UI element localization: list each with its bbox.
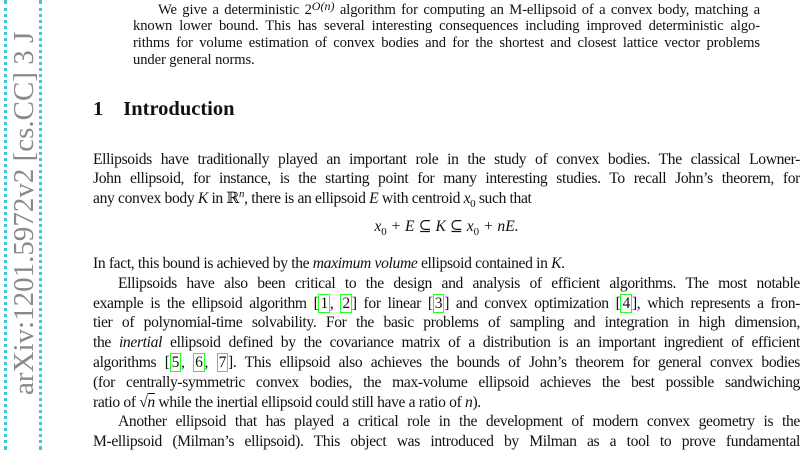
- text-line: the inertial ellipsoid defined by the covariance matrix of a distribution is an important ingredient of efficient: [93, 334, 800, 351]
- text-line: ratio of √n while the inertial ellipsoid could still have a ratio of n).: [93, 394, 481, 411]
- abstract-line: We give a deterministic $2^{O(n)}$ algorithm for computing an M-ellipsoid of a convex body, matching a: [158, 0, 760, 18]
- citation-link[interactable]: 2: [342, 295, 350, 312]
- equation: $x_0 + E$ ⊆ K ⊆ $x_0$ + nE.: [374, 218, 519, 239]
- text-line: Another ellipsoid that has played a critical role in the development of modern convex geometry is the: [118, 413, 800, 430]
- text-line: (for centrally-symmetric convex bodies, the max-volume ellipsoid achieves the best possible sandwiching: [93, 374, 800, 391]
- section-heading: 1 Introduction: [93, 98, 235, 120]
- exponent: O(n): [311, 0, 335, 13]
- citation-link[interactable]: 3: [434, 295, 443, 312]
- text-line: In fact, this bound is achieved by the maximum volume ellipsoid contained in K.: [93, 255, 565, 272]
- citation-link[interactable]: 6: [195, 354, 203, 371]
- citation-link[interactable]: 1: [320, 295, 328, 312]
- text-line: Ellipsoids have traditionally played an important role in the study of convex bodies. The classical Lowner-: [93, 151, 800, 168]
- text-line: example is the ellipsoid algorithm [ 1 , 2 ] for linear [ 3 ] and convex optimization [ 4 ], which represents a fron-: [93, 295, 800, 312]
- abstract-line: rithms for volume estimation of convex bodies and for the shortest and closest lattice vector problems: [133, 35, 760, 51]
- text-line: tier of polynomial-time solvability. For the basic problems of sampling and integration in high dimension,: [93, 314, 800, 331]
- citation-link[interactable]: 7: [218, 354, 227, 371]
- citation-link[interactable]: 5: [171, 354, 180, 371]
- text-line: algorithms [ 5 , 6 , 7 ]. This ellipsoid also achieves the bounds of John’s theorem for general convex bodies: [93, 354, 800, 371]
- text-line: any convex body K in ℝ$^n$, there is an ellipsoid E with centroid $x_0$ such that: [93, 187, 532, 211]
- text-line: Ellipsoids have also been critical to the design and analysis of efficient algorithms. The most notable: [118, 275, 800, 292]
- text-line: M-ellipsoid (Milman’s ellipsoid). This object was introduced by Milman as a tool to prove fundamental: [93, 433, 800, 450]
- abstract-line: under general norms.: [133, 52, 255, 68]
- abstract-line: known lower bound. This has several interesting consequences including improved deterministic algo-: [133, 18, 760, 34]
- arxiv-id: arXiv:1201.5972v2 [cs.CC] 3 J: [8, 31, 40, 395]
- citation-link[interactable]: 4: [622, 295, 630, 312]
- text-line: John ellipsoid, for instance, is the starting point for many interesting studies. To recall John’s theorem, for: [93, 170, 800, 187]
